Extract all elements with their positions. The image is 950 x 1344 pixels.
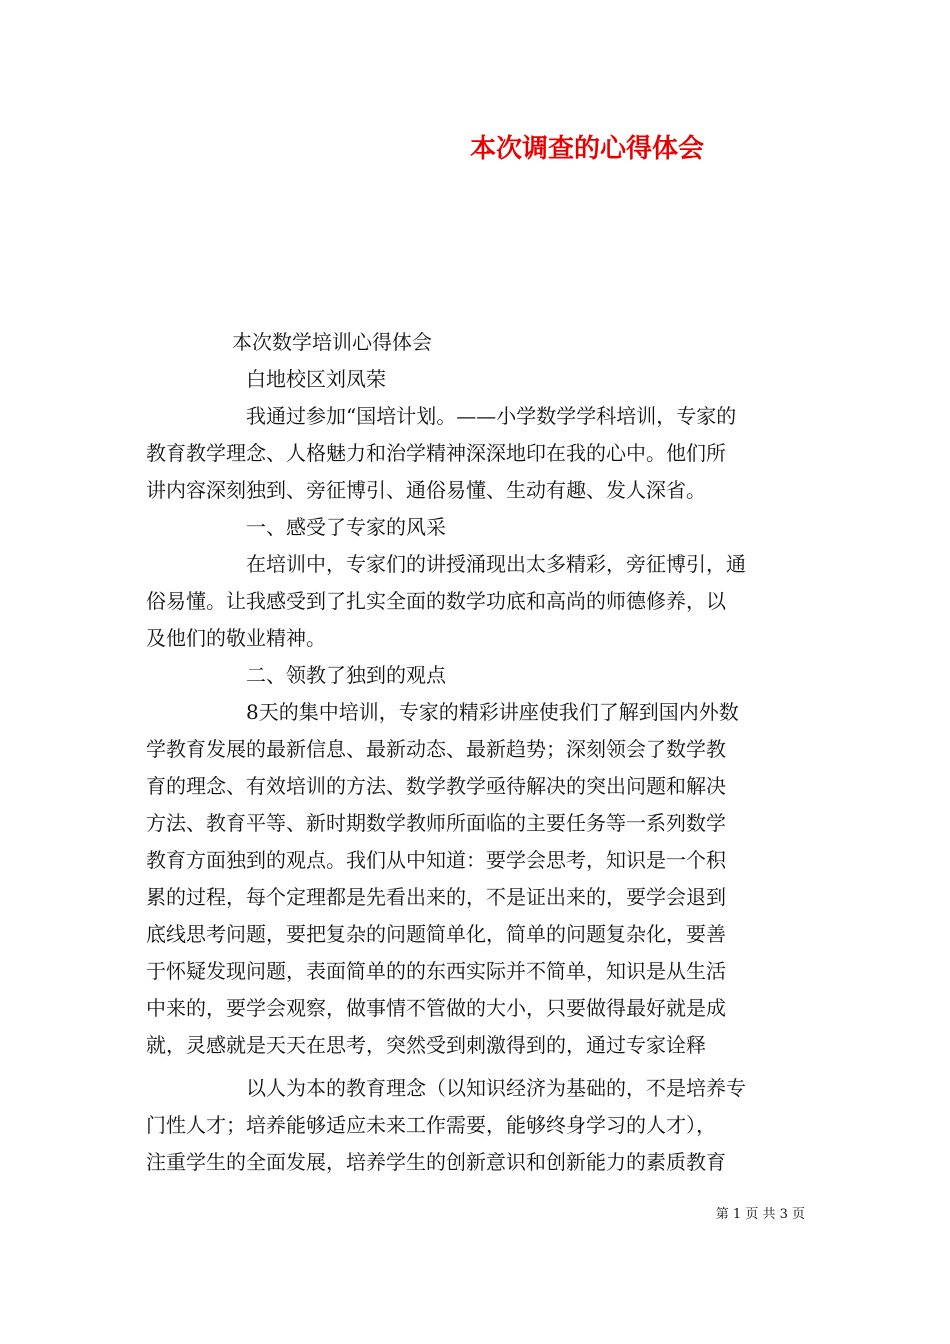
paragraph-4 [146,1070,806,1181]
paragraph-line: 我通过参加“国培计划。——小学数学学科培训，专家的 [246,404,737,428]
document-subtitle: 本次数学培训心得体会 [232,330,432,354]
paragraph-line: 底线思考问题，要把复杂的问题简单化，简单的问题复杂化，要善 [146,922,726,946]
page-number: 第 1 页 共 3 页 [715,1207,805,1222]
paragraph-line: 讲内容深刻独到、旁征博引、通俗易懂、生动有趣、发人深省。 [146,478,706,502]
paragraph-3 [146,694,806,1064]
paragraph-2 [146,546,806,657]
document-author: 白地校区刘凤荣 [246,367,386,391]
paragraph-line: 8天的集中培训，专家的精彩讲座使我们了解到国内外数 [246,700,739,724]
paragraph-line: 教育方面独到的观点。我们从中知道：要学会思考，知识是一个积 [146,848,726,872]
paragraph-line: 累的过程，每个定理都是先看出来的，不是证出来的，要学会退到 [146,885,726,909]
paragraph-line: 俗易懂。让我感受到了扎实全面的数学功底和高尚的师德修养，以 [146,589,726,613]
paragraph-line: 在培训中，专家们的讲授涌现出太多精彩，旁征博引，通 [246,552,746,576]
paragraph-line: 育的理念、有效培训的方法、数学教学亟待解决的突出问题和解决 [146,774,726,798]
document-title: 本次调查的心得体会 [470,134,705,164]
section-heading-1: 一、感受了专家的风采 [246,515,446,539]
paragraph-line: 以人为本的教育理念（以知识经济为基础的，不是培养专 [246,1076,746,1100]
paragraph-line: 于怀疑发现问题，表面简单的的东西实际并不简单，知识是从生活 [146,959,726,983]
paragraph-1 [146,398,806,509]
document-body [146,324,806,1181]
paragraph-line: 方法、教育平等、新时期数学教师所面临的主要任务等一系列数学 [146,811,726,835]
paragraph-line: 注重学生的全面发展，培养学生的创新意识和创新能力的素质教育 [146,1150,726,1174]
paragraph-line: 中来的，要学会观察，做事情不管做的大小，只要做得最好就是成 [146,996,726,1020]
paragraph-line: 教育教学理念、人格魅力和治学精神深深地印在我的心中。他们所 [146,441,726,465]
paragraph-line: 门性人才；培养能够适应未来工作需要，能够终身学习的人才）， [146,1113,716,1137]
paragraph-line: 学教育发展的最新信息、最新动态、最新趋势；深刻领会了数学教 [146,737,726,761]
paragraph-line: 就，灵感就是天天在思考，突然受到刺激得到的，通过专家诠释 [146,1033,706,1057]
section-heading-2: 二、领教了独到的观点 [246,663,446,687]
paragraph-line: 及他们的敬业精神。 [146,626,326,650]
